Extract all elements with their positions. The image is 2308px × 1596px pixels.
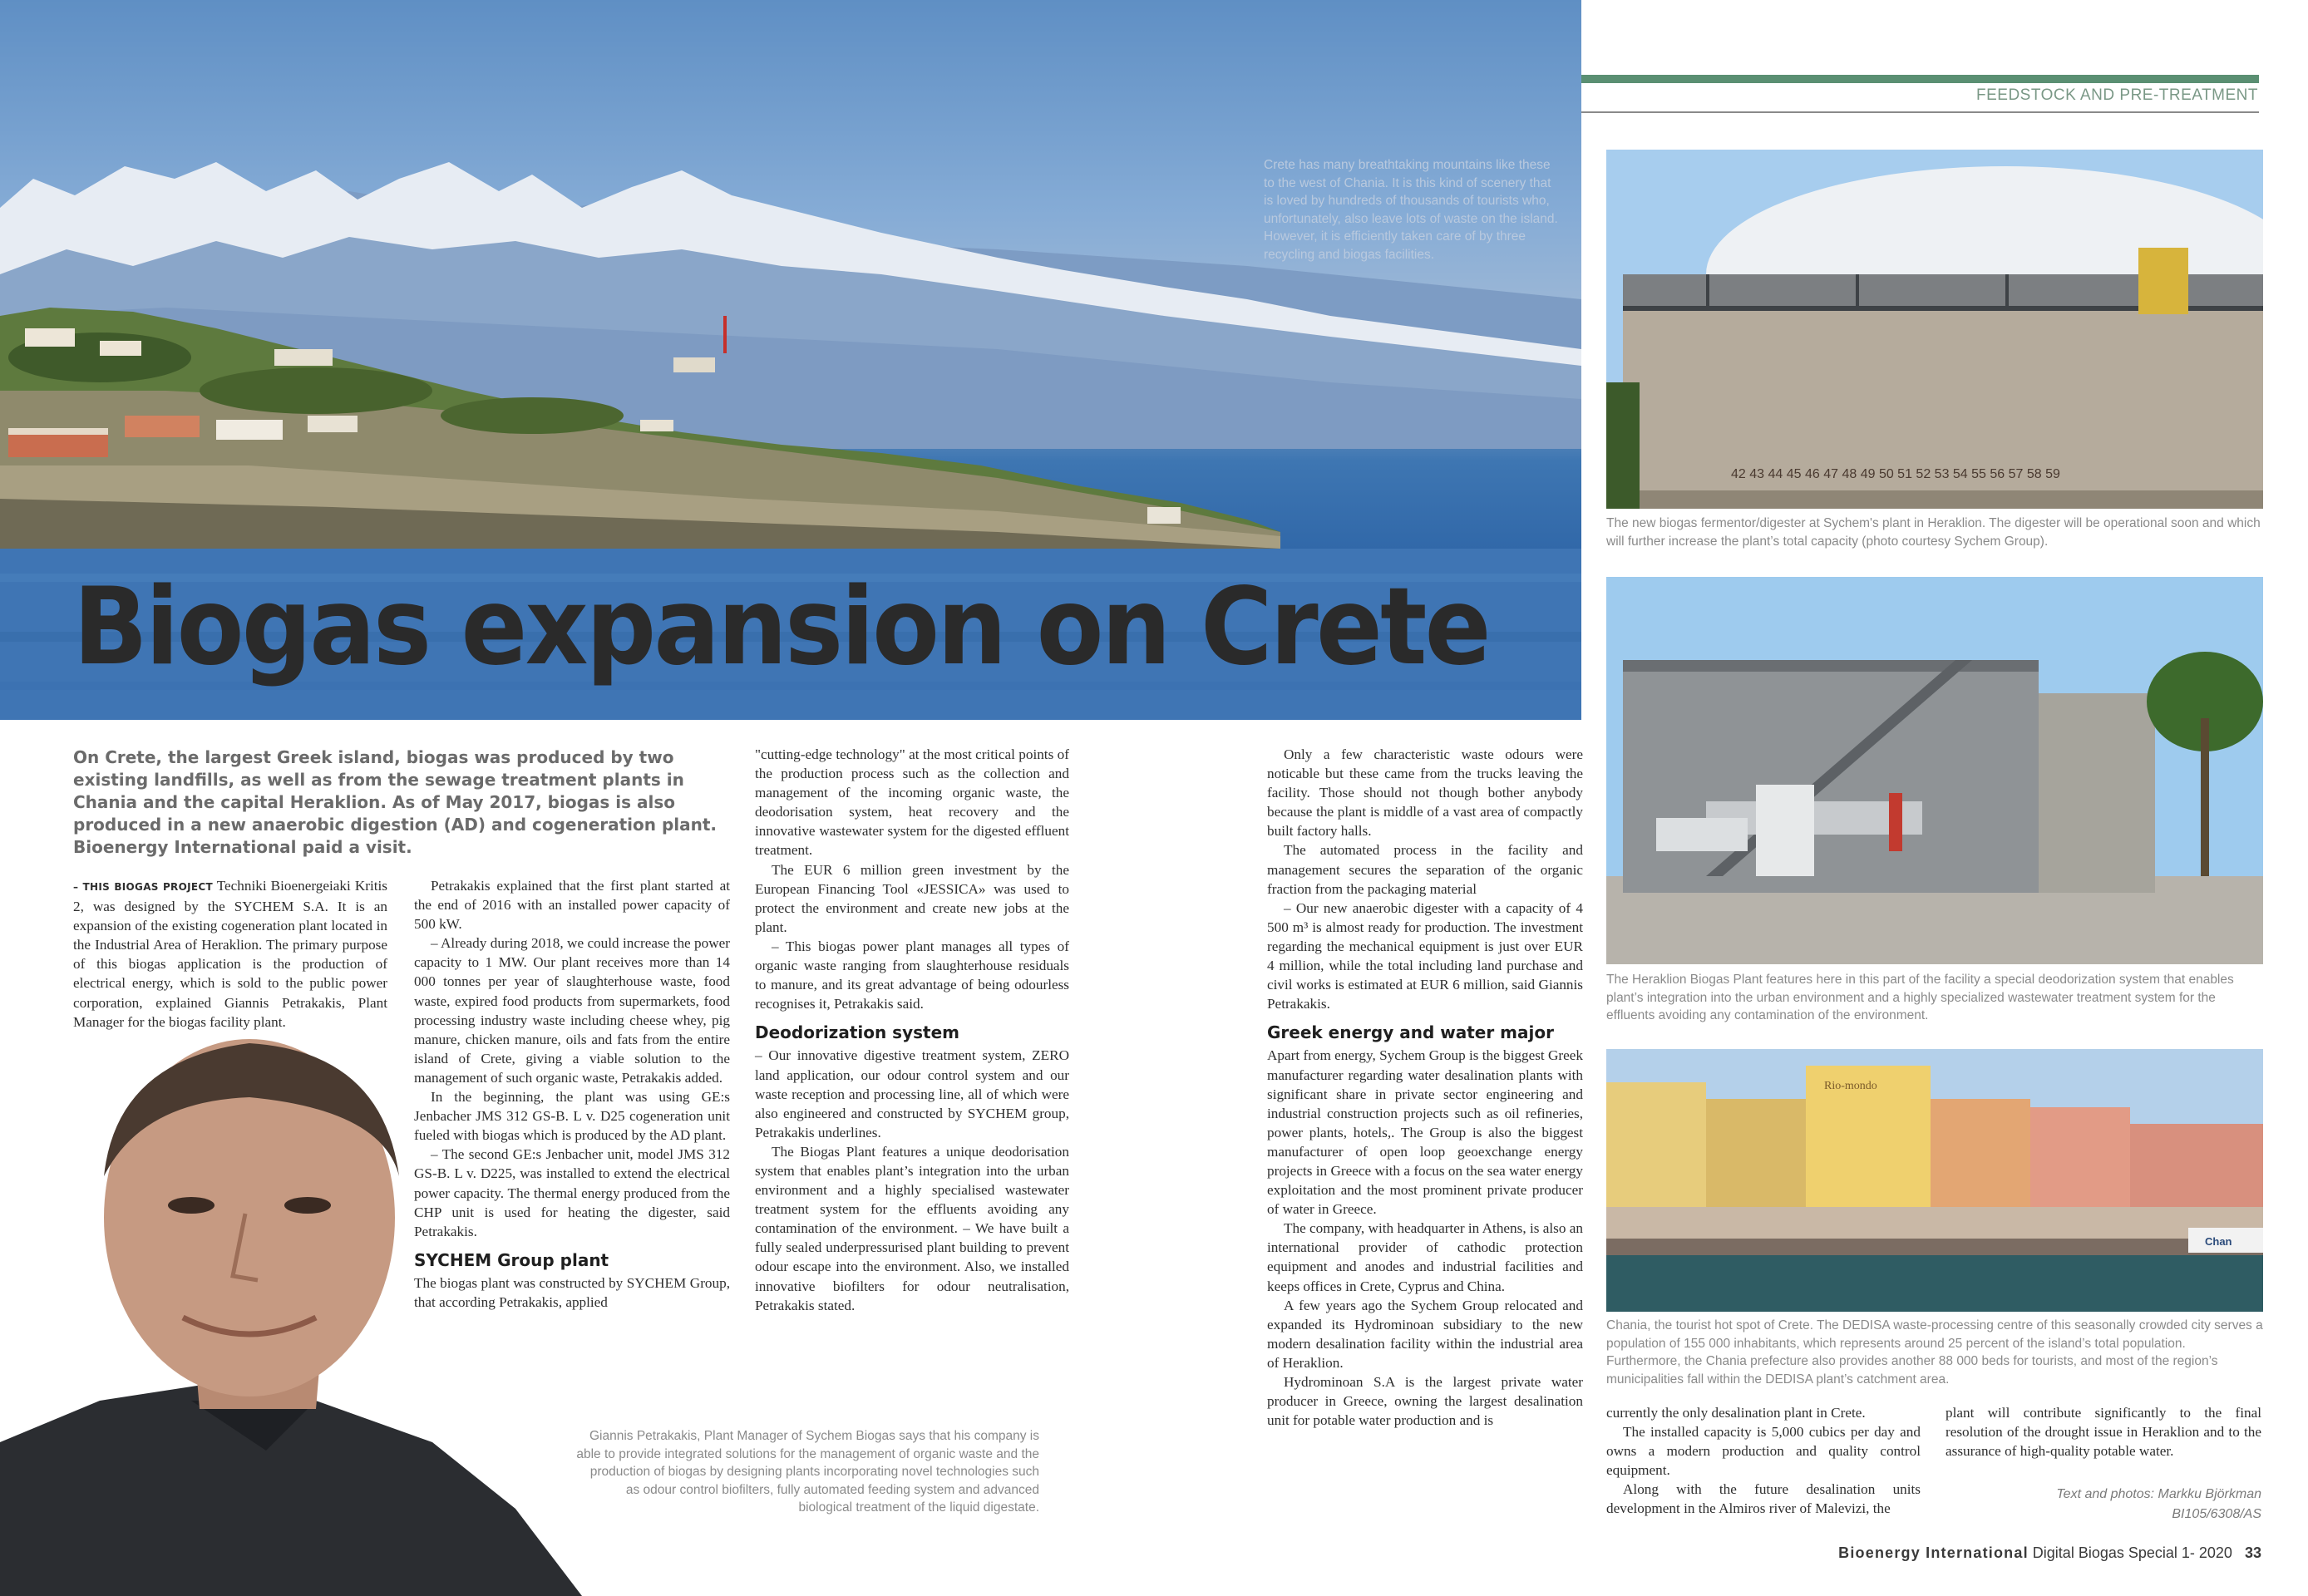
column-3 [755, 745, 1069, 1315]
article-lead: On Crete, the largest Greek island, biogas was produced by two existing landfills, as well as from the sewage treatment plants in Chania and the capital Heraklion. As of May 2017, biogas is also produced in a new anaerobic digestion (AD) and cogeneration plant. Bioenergy International paid a visit. [73, 747, 718, 857]
column-4-p2: The automated process in the facility and management secures the separation of the organic fraction from the packaging material [1267, 842, 1583, 897]
digester-segment-numbers: 42 43 44 45 46 47 48 49 50 51 52 53 54 55 56 57 58 59 [1731, 467, 2060, 481]
column-2-p1: Petrakakis explained that the first plant started at the end of 2016 with an installed power capacity of 500 kW. [414, 878, 730, 933]
column-4-p1: Only a few characteristic waste odours were noticable but these came from the trucks leaving the facility. Those should not though bother anybody because the plant is middle of a vast area of compactly built factory halls. [1267, 746, 1583, 840]
column-2-p3: In the beginning, the plant was using GE:s Jenbacher JMS 312 GS-B. L v. D25 cogeneration unit fueled with biogas which is produced by the AD plant. [414, 1089, 730, 1144]
column-4-p4: Apart from energy, Sychem Group is the biggest Greek manufacturer regarding water desalination plants with significant share in private sector engineering and industrial construction projects such as oil refineries, power plants, hotels,. The Group is also the biggest manufacturer of open loop geoexchange energy projects in Greece with a focus on the sea water energy exploitation and the most prominent private producer of water in Greece. [1267, 1047, 1583, 1218]
credits-code: BI105/6308/AS [2172, 1507, 2261, 1521]
column-2 [414, 876, 730, 1312]
column-2-p2: – Already during 2018, we could increase the power capacity to 1 MW. Our plant receives more than 14 000 tonnes per year of slaughterhouse waste, food waste, expired food products from supermarkets, food processing industry waste including cheese whey, pig manure, chicken manure, oils and fats from the entire island of Crete, giving a viable solution to the management of such organic waste, Petrakakis added. [414, 935, 730, 1086]
caption-mountains: Crete has many breathtaking mountains like these to the west of Chania. It is this kind of scenery that is loved by hundreds of thousands of tourists who, unfortunately, also leave lots of waste on the island. However, it is efficiently taken care of by three recycling and biogas facilities. [1264, 158, 1558, 262]
plant-photo-art [1606, 577, 2263, 964]
right-section-label: FEEDSTOCK AND PRE-TREATMENT [1976, 86, 2258, 104]
heading-deodorization-system: Deodorization system [755, 1022, 959, 1043]
heading-greek-energy-water-major: Greek energy and water major [1267, 1022, 1554, 1043]
column-6-p1: plant will contribute significantly to the final resolution of the drought issue in Heraklion and to the assurance of high-quality potable water. [1946, 1405, 2261, 1460]
column-2-p4: – The second GE:s Jenbacher unit, model JMS 312 GS-B. L v. D225, was installed to extend the electrical power capacity. The thermal energy produced from the CHP unit is used for heating the digester, said Petrakakis. [414, 1146, 730, 1239]
column-5-p3: Along with the future desalination units development in the Almiros river of Malevizi, the [1606, 1481, 1921, 1517]
column-2-p5: The biogas plant was constructed by SYCHEM Group, that according Petrakakis, applied [414, 1274, 730, 1310]
column-5-p1: currently the only desalination plant in Crete. [1606, 1405, 1866, 1421]
page-footer [1838, 1544, 2261, 1562]
hotel-sign: Rio-mondo [1824, 1080, 1877, 1092]
column-5-p2: The installed capacity is 5,000 cubics per day and owns a modern production and quality control equipment. [1606, 1424, 1921, 1479]
caption-plant: The Heraklion Biogas Plant features here in this part of the facility a special deodorization system that enables plant’s integration into the urban environment and a highly specialized wastewater treatment system for the effluents avoiding any contamination of the environment. [1606, 973, 2234, 1022]
column-4-p7: Hydrominoan S.A is the largest private water producer in Greece, owning the largest desalination unit for potable water production and is [1267, 1374, 1583, 1429]
column-3-p4: – Our innovative digestive treatment system, ZERO land application, our odour control system and our waste reception and processing line, all of which were also engineered and constructed by SYCHEM group, Petrakakis underlines. [755, 1047, 1069, 1140]
chania-photo-art [1606, 1049, 2263, 1312]
page-number: 33 [2244, 1544, 2261, 1561]
credits-author: Text and photos: Markku Björkman [2056, 1487, 2261, 1501]
caption-portrait: Giannis Petrakakis, Plant Manager of Sychem Biogas says that his company is able to provide integrated solutions for the management of organic waste and the production of biogas by designing plants incorporating novel technologies such as odour control biofilters, fully automated feeding system and advanced biological treatment of the liquid digestate. [576, 1429, 1039, 1515]
column-6 [1946, 1403, 2261, 1461]
column-4-p5: The company, with headquarter in Athens, is also an international provider of cathodic protection equipment and anodes and industrial facilities and keeps offices in Crete, Cyprus and China. [1267, 1220, 1583, 1294]
column-1 [73, 876, 387, 1032]
caption-chania: Chania, the tourist hot spot of Crete. The DEDISA waste-processing centre of this seasonally crowded city serves a population of 155 000 inhabitants, which represents around 25 percent of the island’s total population. Furthermore, the Chania prefecture also provides another 88 000 beds for tourists, and most of the region’s municipalities fall within the DEDISA plant’s catchment area. [1606, 1318, 2263, 1387]
caption-digester: The new biogas fermentor/digester at Sychem's plant in Heraklion. The digester will be operational soon and which will further increase the plant’s total capacity (photo courtesy Sychem Group). [1606, 516, 2261, 549]
photo-credits [2056, 1485, 2261, 1525]
digester-photo-art [1606, 150, 2263, 509]
photo-chania-harbour [1606, 1049, 2263, 1312]
column-4-p3: – Our new anaerobic digester with a capacity of 4 500 m³ is almost ready for production. The investment regarding the mechanical equipment is just over EUR 4 million, while the total including land purchase and civil works is estimated at EUR 6 million, said Giannis Petrakakis. [1267, 899, 1583, 1012]
column-3-p2: The EUR 6 million green investment by the European Financing Tool «JESSICA» was used to protect the environment and create new jobs at the plant. [755, 861, 1069, 935]
boat-sign: Chan [2205, 1235, 2232, 1248]
column-3-p3: – This biogas power plant manages all types of organic waste ranging from slaughterhouse residuals to manure, and its great advantage of being odourless recognises it, Petrakakis said. [755, 938, 1069, 1012]
column-4 [1267, 745, 1583, 1430]
article-title: Biogas expansion on Crete [73, 565, 1489, 689]
column-1-runin: – THIS BIOGAS PROJECT [73, 881, 213, 893]
photo-heraklion-biogas-plant [1606, 577, 2263, 964]
column-5 [1606, 1403, 1921, 1519]
column-4-p6: A few years ago the Sychem Group relocated and expanded its Hydrominoan subsidiary to the new modern desalination facility within the industrial area of Heraklion. [1267, 1297, 1583, 1371]
column-3-p1: "cutting-edge technology" at the most critical points of the production process such as the collection and management of the incoming organic waste, the deodorisation system, heat recovery and the innovative wastewater system for the digested effluent treatment. [755, 746, 1069, 859]
column-1-text: Techniki Bioenergeiaki Kritis 2, was designed by the SYCHEM S.A. It is an expansion of the existing cogeneration plant located in the Industrial Area of Heraklion. The primary purpose of this biogas application is the production of electrical energy, which is sold to the public power corporation, explained Giannis Petrakakis, Plant Manager for the biogas facility plant. [73, 878, 387, 1030]
column-3-p5: The Biogas Plant features a unique deodorisation system that enables plant’s integration into the urban environment and a highly specialised wastewater treatment system for the effluents avoiding any contamination of the environment. – We have built a fully sealed underpressurised plant building to prevent odour escape into the environment. Also, we installed innovative biofilters for odour neutralisation, Petrakakis stated. [755, 1143, 1069, 1313]
footer-brand: Bioenergy International [1838, 1544, 2029, 1561]
footer-issue: Digital Biogas Special 1- 2020 [2032, 1544, 2232, 1561]
heading-sychem-group-plant: SYCHEM Group plant [414, 1249, 609, 1270]
photo-biogas-digester [1606, 150, 2263, 509]
